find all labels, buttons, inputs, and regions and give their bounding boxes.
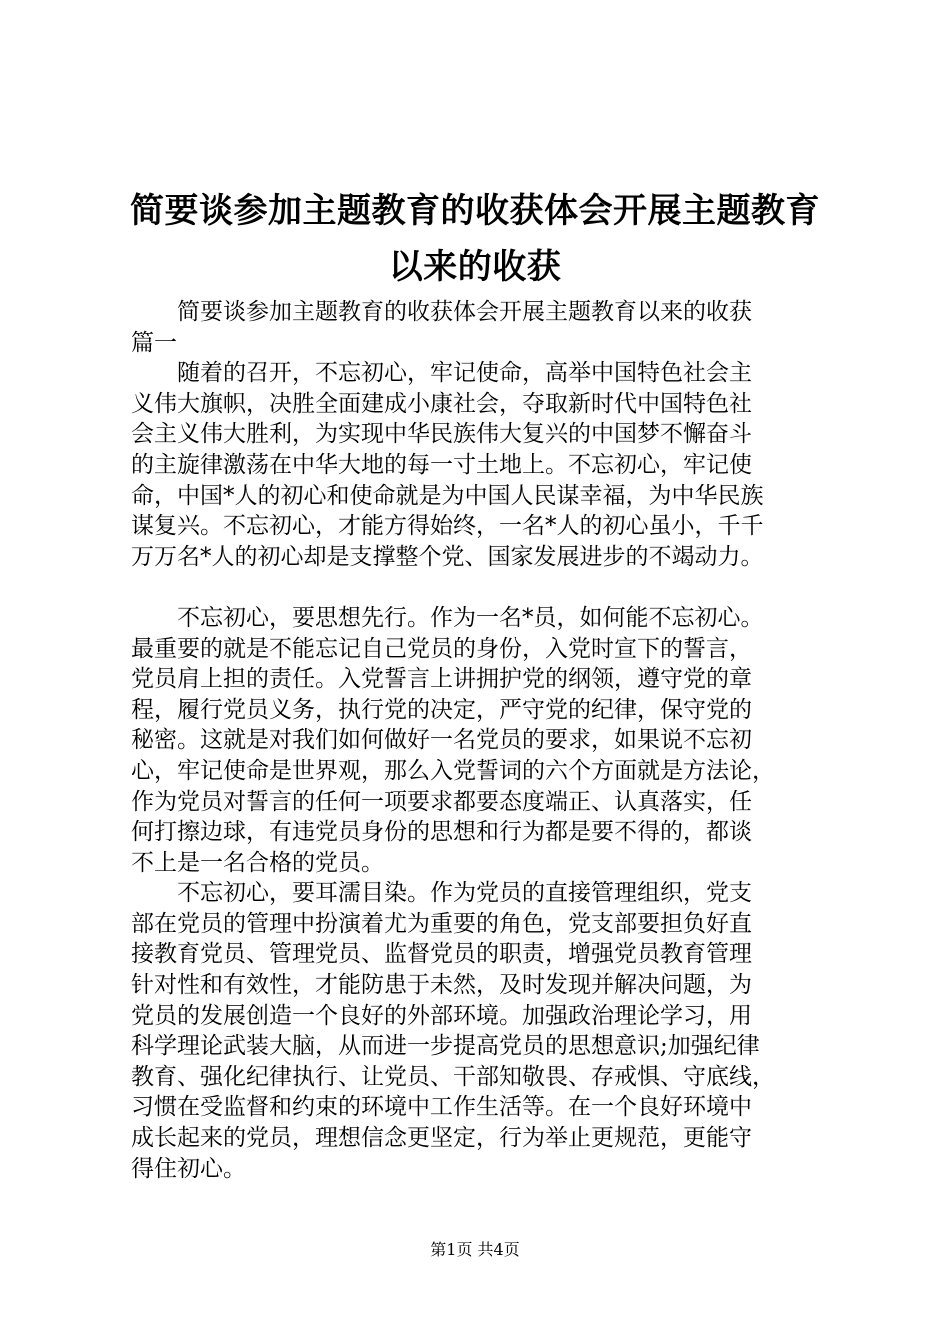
text-line: 科学理论武装大脑，从而进一步提高党员的思想意识;加强纪律 xyxy=(131,1033,760,1060)
text-line: 命，中国*人的初心和使命就是为中国人民谋幸福，为中华民族 xyxy=(131,482,764,509)
text-line: 的主旋律激荡在中华大地的每一寸土地上。不忘初心，牢记使 xyxy=(131,451,752,478)
text-line: 谋复兴。不忘初心，才能方得始终，一名*人的初心虽小，千千 xyxy=(131,513,764,540)
paragraph-1 xyxy=(131,358,831,572)
text-line: 程，履行党员义务，执行党的决定，严守党的纪律，保守党的 xyxy=(131,696,752,723)
text-line: 教育、强化纪律执行、让党员、干部知敬畏、存戒惧、守底线， xyxy=(131,1063,775,1090)
text-line: 秘密。这就是对我们如何做好一名党员的要求，如果说不忘初 xyxy=(131,727,752,754)
text-line: 部在党员的管理中扮演着尤为重要的角色，党支部要担负好直 xyxy=(131,910,752,937)
text-line: 党员肩上担的责任。入党誓言上讲拥护党的纲领，遵守党的章 xyxy=(131,666,752,693)
text-line: 心，牢记使命是世界观，那么入党誓词的六个方面就是方法论， xyxy=(131,757,775,784)
document-body xyxy=(131,297,831,1184)
text-line: 不上是一名合格的党员。 xyxy=(131,849,384,876)
title-line-1: 简要谈参加主题教育的收获体会开展主题教育 xyxy=(130,191,820,231)
paragraph-spacer xyxy=(131,572,831,603)
paragraph-2 xyxy=(131,603,831,878)
text-line: 成长起来的党员，理想信念更坚定，行为举止更规范，更能守 xyxy=(131,1125,752,1152)
text-line: 会主义伟大胜利，为实现中华民族伟大复兴的中国梦不懈奋斗 xyxy=(131,421,752,448)
paragraph-3 xyxy=(131,878,831,1184)
text-line: 针对性和有效性，才能防患于未然，及时发现并解决问题，为 xyxy=(131,972,752,999)
text-line: 作为党员对誓言的任何一项要求都要态度端正、认真落实，任 xyxy=(131,788,752,815)
text-line: 篇一 xyxy=(131,329,177,356)
text-line: 最重要的就是不能忘记自己党员的身份，入党时宣下的誓言， xyxy=(131,635,752,662)
text-line: 何打擦边球，有违党员身份的思想和行为都是要不得的，都谈 xyxy=(131,819,752,846)
text-line: 接教育党员、管理党员、监督党员的职责，增强党员教育管理 xyxy=(131,941,752,968)
text-line: 党员的发展创造一个良好的外部环境。加强政治理论学习，用 xyxy=(131,1002,752,1029)
text-line: 习惯在受监督和约束的环境中工作生活等。在一个良好环境中 xyxy=(131,1094,752,1121)
text-line: 简要谈参加主题教育的收获体会开展主题教育以来的收获 xyxy=(177,299,752,325)
text-line: 万万名*人的初心却是支撑整个党、国家发展进步的不竭动力。 xyxy=(131,543,764,570)
text-line: 不忘初心，要耳濡目染。作为党员的直接管理组织，党支 xyxy=(177,880,752,907)
page-footer: 第1页 共4页 xyxy=(430,1240,520,1259)
text-line: 随着的召开，不忘初心，牢记使命，高举中国特色社会主 xyxy=(177,360,752,387)
text-line: 义伟大旗帜，决胜全面建成小康社会，夺取新时代中国特色社 xyxy=(131,390,752,417)
paragraph-intro xyxy=(131,297,831,358)
text-line: 不忘初心，要思想先行。作为一名*员，如何能不忘初心。 xyxy=(177,604,764,631)
text-line: 得住初心。 xyxy=(131,1155,246,1182)
title-line-2: 以来的收获 xyxy=(388,247,562,287)
document-title xyxy=(110,183,840,295)
